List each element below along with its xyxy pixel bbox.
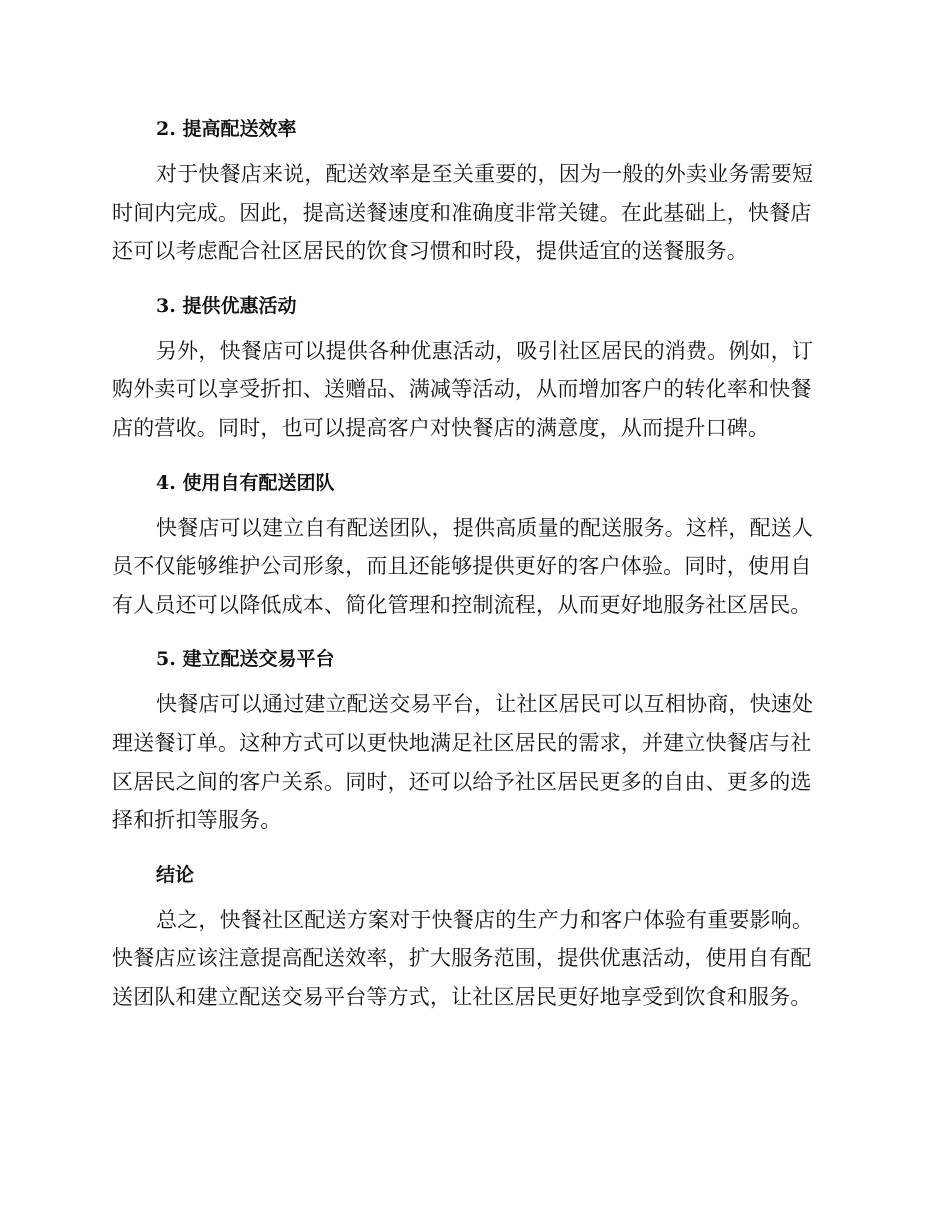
section-heading: 5. 建立配送交易平台 [156, 648, 335, 671]
section-heading: 3. 提供优惠活动 [156, 294, 297, 317]
section-paragraph [112, 332, 832, 448]
section-delivery-efficiency [112, 110, 832, 271]
paragraph-line: 择和折扣等服务。 [112, 808, 282, 833]
section-paragraph [112, 901, 832, 1017]
paragraph-line: 对于快餐店来说，配送效率是至关重要的，因为一般的外卖业务需要短 [156, 162, 814, 186]
paragraph-line: 区居民之间的客户关系。同时，还可以给予社区居民更多的自由、更多的选 [112, 769, 812, 794]
paragraph-line: 总之，快餐社区配送方案对于快餐店的生产力和客户体验有重要影响。 [156, 907, 814, 932]
paragraph-line: 理送餐订单。这种方式可以更快地满足社区居民的需求，并建立快餐店与社 [112, 730, 812, 755]
section-paragraph [112, 685, 832, 839]
section-paragraph [112, 155, 832, 271]
section-promotions [112, 287, 832, 448]
section-own-delivery-team [112, 464, 832, 625]
paragraph-line: 员不仅能够维护公司形象，而且还能够提供更好的客户体验。同时，使用自 [112, 554, 812, 579]
paragraph-line: 时间内完成。因此，提高送餐速度和准确度非常关键。在此基础上，快餐店 [112, 200, 812, 225]
paragraph-line: 快餐店可以建立自有配送团队，提供高质量的配送服务。这样，配送人 [156, 515, 814, 540]
paragraph-line: 快餐店应该注意提高配送效率，扩大服务范围，提供优惠活动，使用自有配 [112, 946, 812, 971]
section-heading: 4. 使用自有配送团队 [156, 471, 335, 494]
section-conclusion [112, 856, 832, 1017]
section-heading: 结论 [156, 863, 195, 886]
section-heading: 2. 提高配送效率 [156, 118, 297, 140]
paragraph-line: 有人员还可以降低成本、简化管理和控制流程，从而更好地服务社区居民。 [112, 592, 812, 617]
paragraph-line: 另外，快餐店可以提供各种优惠活动，吸引社区居民的消费。例如，订 [156, 338, 814, 363]
paragraph-line: 送团队和建立配送交易平台等方式，让社区居民更好地享受到饮食和服务。 [112, 984, 812, 1009]
document-body [112, 110, 832, 1033]
paragraph-line: 购外卖可以享受折扣、送赠品、满减等活动，从而增加客户的转化率和快餐 [112, 377, 812, 402]
paragraph-line: 还可以考虑配合社区居民的饮食习惯和时段，提供适宜的送餐服务。 [112, 239, 748, 264]
paragraph-line: 店的营收。同时，也可以提高客户对快餐店的满意度，从而提升口碑。 [112, 415, 770, 440]
section-trading-platform [112, 640, 832, 839]
paragraph-line: 快餐店可以通过建立配送交易平台，让社区居民可以互相协商，快速处 [156, 692, 814, 717]
section-paragraph [112, 509, 832, 625]
